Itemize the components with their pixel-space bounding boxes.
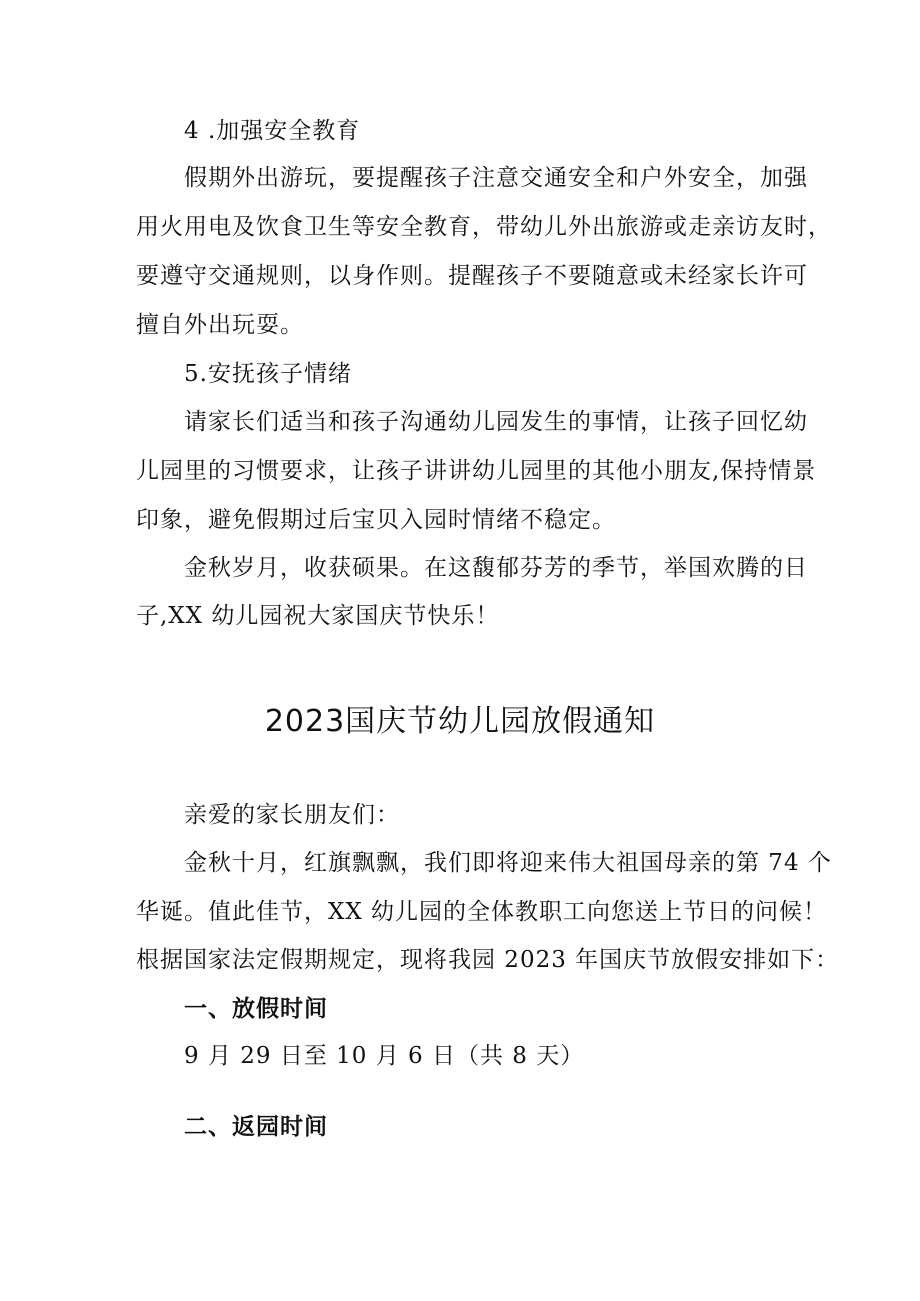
section4-paragraph-line: 用火用电及饮食卫生等安全教育，带幼儿外出旅游或走亲访友时， <box>136 214 832 240</box>
closing-paragraph-line: 子,XX 幼儿园祝大家国庆节快乐！ <box>136 603 500 629</box>
greeting: 亲爱的家长朋友们： <box>184 802 400 828</box>
intro-paragraph-line: 根据国家法定假期规定，现将我园 2023 年国庆节放假安排如下： <box>136 947 840 973</box>
return-heading: 二、返园时间 <box>184 1114 328 1140</box>
section5-paragraph-line: 印象，避免假期过后宝贝入园时情绪不稳定。 <box>136 507 616 533</box>
holiday-dates: 9 月 29 日至 10 月 6 日（共 8 天） <box>184 1043 585 1069</box>
section4-paragraph-line: 假期外出游玩，要提醒孩子注意交通安全和户外安全，加强 <box>184 165 808 191</box>
section4-paragraph-line: 擅自外出玩耍。 <box>136 312 304 338</box>
section5-paragraph-line: 儿园里的习惯要求，让孩子讲讲幼儿园里的其他小朋友,保持情景 <box>136 458 817 484</box>
closing-paragraph-line: 金秋岁月，收获硕果。在这馥郁芬芳的季节，举国欢腾的日 <box>184 555 808 581</box>
section4-heading: 4 .加强安全教育 <box>184 118 361 144</box>
holiday-heading: 一、放假时间 <box>184 996 328 1022</box>
intro-paragraph-line: 金秋十月，红旗飘飘，我们即将迎来伟大祖国母亲的第 74 个 <box>184 850 832 876</box>
intro-paragraph-line: 华诞。值此佳节，XX 幼儿园的全体教职工向您送上节日的问候！ <box>136 899 828 925</box>
section5-heading: 5.安抚孩子情绪 <box>184 361 352 387</box>
notice-title: 2023国庆节幼儿园放假通知 <box>264 704 656 739</box>
section4-paragraph-line: 要遵守交通规则，以身作则。提醒孩子不要随意或未经家长许可 <box>136 263 808 289</box>
section5-paragraph-line: 请家长们适当和孩子沟通幼儿园发生的事情，让孩子回忆幼 <box>184 409 808 435</box>
